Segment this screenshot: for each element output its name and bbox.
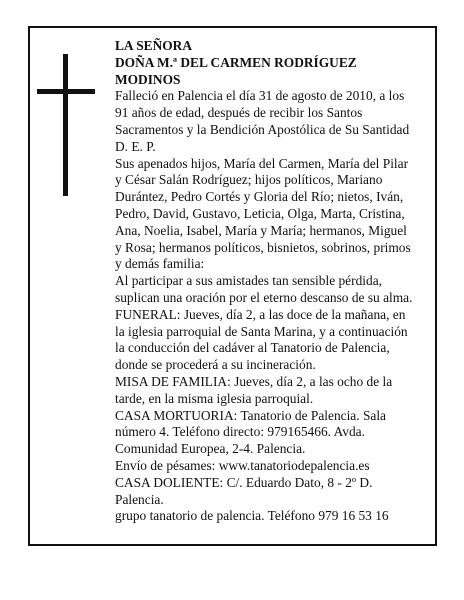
cross-icon-crossbar: [37, 89, 95, 94]
mortuary-paragraph: [115, 408, 421, 458]
obituary-text: [115, 38, 421, 525]
family-paragraph: [115, 156, 421, 274]
text-line: Pedro, David, Gustavo, Leticia, Olga, Marta, Cristina,: [115, 205, 405, 221]
text-line: Sus apenados hijos, María del Carmen, María del Pilar: [115, 155, 409, 171]
deceased-name: DOÑA M.ª DEL CARMEN RODRÍGUEZ: [115, 54, 357, 70]
text-line: Envío de pésames: www.tanatoriodepalencia.es: [115, 457, 370, 473]
text-line: CASA DOLIENTE: C/. Eduardo Dato, 8 - 2º D.: [115, 474, 373, 490]
text-line: Palencia.: [115, 491, 164, 507]
title-line: LA SEÑORA: [115, 38, 193, 53]
text-line: donde se procederá a su incineración.: [115, 357, 316, 373]
cross-icon: [63, 54, 68, 196]
footer-paragraph: [115, 508, 421, 525]
text-line: Ana, Noelia, Isabel, María y María; hermanos, Miguel: [115, 222, 407, 238]
text-line: la conducción del cadáver al Tanatorio de Palencia,: [115, 340, 390, 356]
text-line: 91 años de edad, después de recibir los Santos: [115, 105, 363, 121]
text-line: Comunidad Europea, 2-4. Palencia.: [115, 441, 306, 457]
text-line: CASA MORTUORIA: Tanatorio de Palencia. Sala: [115, 407, 386, 423]
text-line: suplican una oración por el eterno descanso de su alma.: [115, 289, 413, 305]
text-line: MISA DE FAMILIA: Jueves, día 2, a las ocho de la: [115, 373, 393, 389]
text-line: FUNERAL: Jueves, día 2, a las doce de la mañana, en: [115, 306, 406, 322]
text-line: y César Salán Rodríguez; hijos políticos, Mariano: [115, 172, 383, 188]
text-line: y Rosa; hermanos políticos, bisnietos, sobrinos, primos: [115, 239, 411, 255]
text-line: la iglesia parroquial de Santa Marina, y a continuación: [115, 323, 408, 339]
text-line: número 4. Teléfono directo: 979165466. Avda.: [115, 424, 365, 440]
text-line: grupo tanatorio de palencia. Teléfono 979 16 53 16: [115, 508, 389, 524]
mass-paragraph: [115, 374, 421, 408]
condolences-paragraph: [115, 458, 421, 475]
text-line: Sacramentos y la Bendición Apostólica de Su Santidad: [115, 121, 410, 137]
home-paragraph: [115, 475, 421, 509]
text-line: Al participar a sus amistades tan sensible pérdida,: [115, 273, 382, 289]
text-line: tarde, en la misma iglesia parroquial.: [115, 390, 314, 406]
text-line: D. E. P.: [115, 138, 156, 154]
prayer-paragraph: [115, 273, 421, 307]
text-line: y demás familia:: [115, 256, 205, 272]
death-paragraph: [115, 88, 421, 155]
funeral-paragraph: [115, 307, 421, 374]
text-line: Durántez, Pedro Cortés y Gloria del Río; nietos, Iván,: [115, 189, 404, 205]
deceased-name-continued: MODINOS: [115, 71, 181, 87]
text-line: Falleció en Palencia el día 31 de agosto de 2010, a los: [115, 88, 405, 104]
